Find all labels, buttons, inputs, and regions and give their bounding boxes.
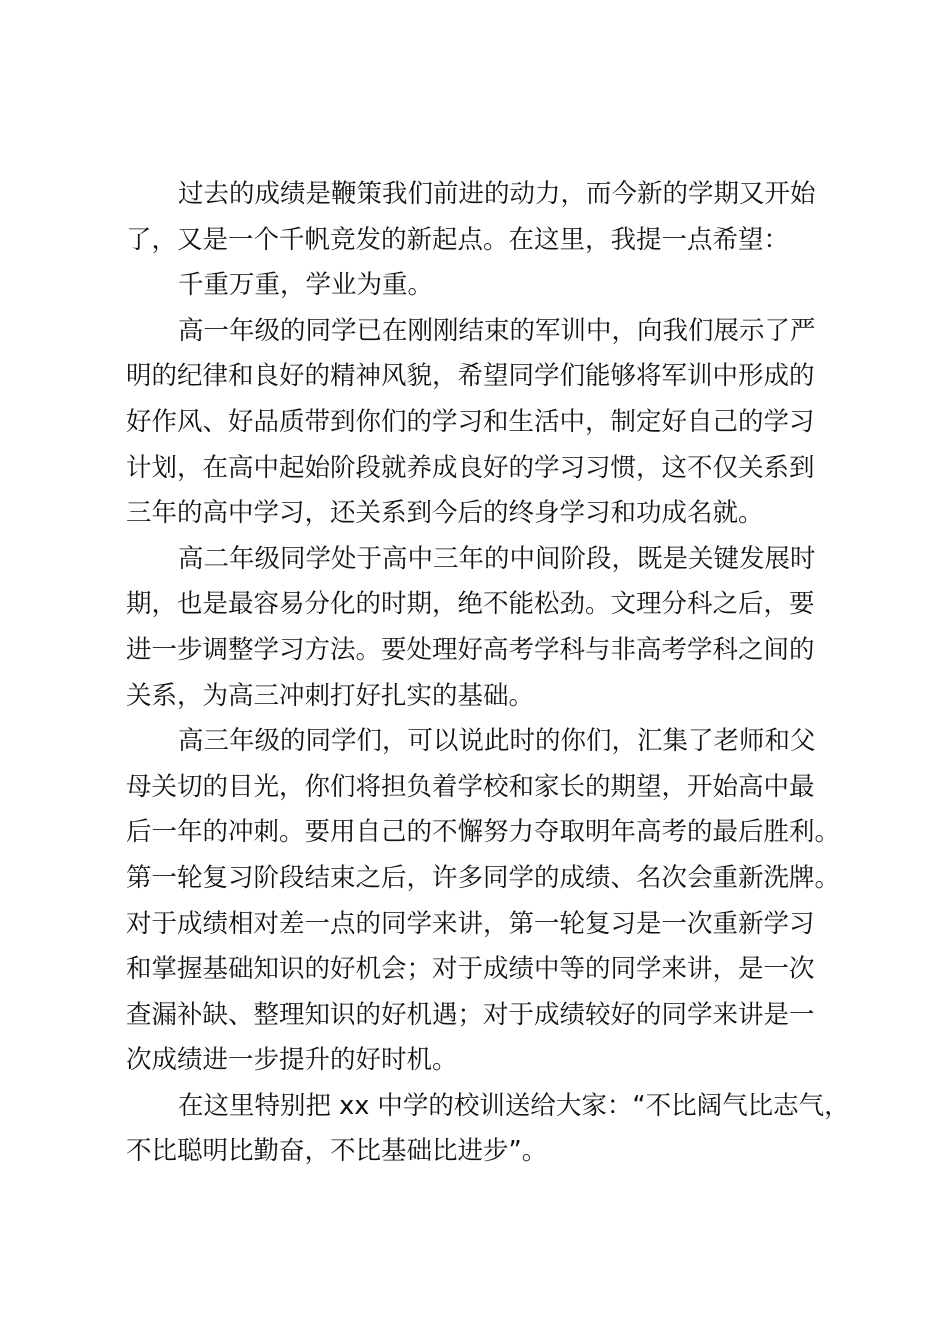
text-line: 第一轮复习阶段结束之后，许多同学的成绩、名次会重新洗牌。 [126,862,841,893]
text-line: 进一步调整学习方法。要处理好高考学科与非高考学科之间的 [126,634,815,665]
text-line: 高一年级的同学已在刚刚结束的军训中，向我们展示了严 [178,315,816,346]
text-line: 对于成绩相对差一点的同学来讲，第一轮复习是一次重新学习 [126,908,815,939]
text-line: 查漏补缺、整理知识的好机遇；对于成绩较好的同学来讲是一 [126,999,815,1030]
text-line: 过去的成绩是鞭策我们前进的动力，而今新的学期又开始 [178,179,816,209]
text-line: 期，也是最容易分化的时期，绝不能松劲。文理分科之后，要 [126,589,815,620]
text-line: 次成绩进一步提升的好时机。 [126,1045,458,1076]
text-line: 高二年级同学处于高中三年的中间阶段，既是关键发展时 [178,543,816,574]
text-line: 关系，为高三冲刺打好扎实的基础。 [126,680,535,711]
text-line: 在这里特别把 xx 中学的校训送给大家：“不比阔气比志气， [178,1090,850,1121]
text-line: 千重万重，学业为重。 [178,270,434,301]
text-line: 不比聪明比勤奋，不比基础比进步”。 [126,1136,548,1167]
text-line: 计划，在高中起始阶段就养成良好的学习习惯，这不仅关系到 [126,452,815,483]
document-body [126,172,850,1175]
text-line: 好作风、好品质带到你们的学习和生活中，制定好自己的学习 [126,406,815,437]
text-line: 三年的高中学习，还关系到今后的终身学习和功成名就。 [126,498,764,529]
text-line: 和掌握基础知识的好机会；对于成绩中等的同学来讲，是一次 [126,954,815,985]
text-line: 明的纪律和良好的精神风貌，希望同学们能够将军训中形成的 [126,361,815,392]
text-line: 高三年级的同学们，可以说此时的你们，汇集了老师和父 [178,726,816,757]
text-line: 了，又是一个千帆竞发的新起点。在这里，我提一点希望： [126,224,790,255]
text-line: 母关切的目光，你们将担负着学校和家长的期望，开始高中最 [126,771,815,802]
text-line: 后一年的冲刺。要用自己的不懈努力夺取明年高考的最后胜利。 [126,817,841,848]
